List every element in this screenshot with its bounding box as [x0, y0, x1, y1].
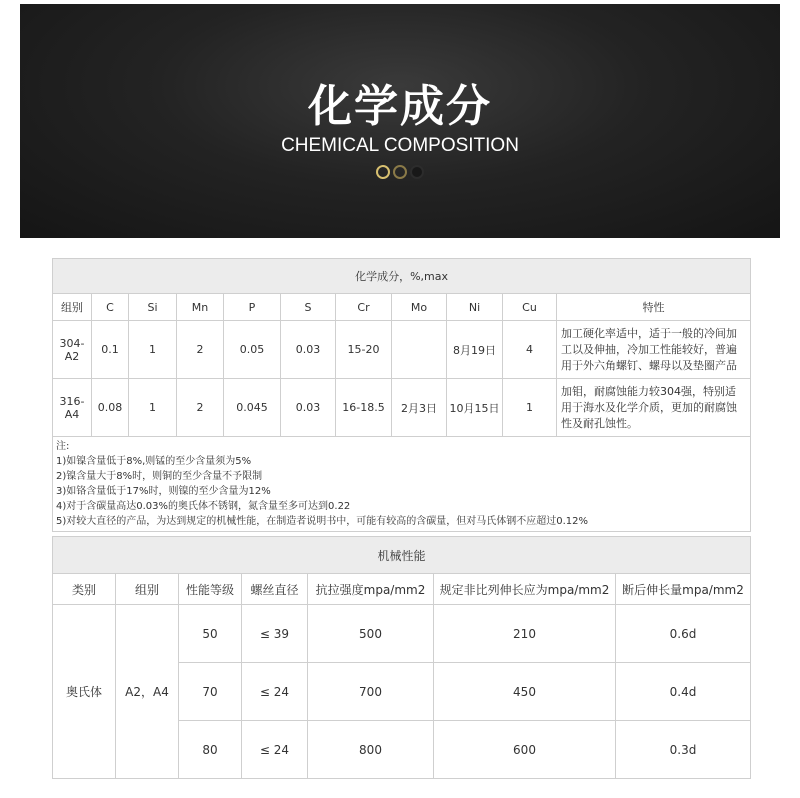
- column-header: 性能等级: [179, 574, 242, 605]
- table-header-row: [53, 574, 751, 605]
- table-cell: 2: [177, 321, 224, 379]
- column-header: Cu: [503, 294, 557, 321]
- column-header: 断后伸长量mpa/mm2: [616, 574, 751, 605]
- table-cell: 70: [179, 663, 242, 721]
- column-header: Ni: [447, 294, 503, 321]
- column-header: 规定非比列伸长应为mpa/mm2: [434, 574, 616, 605]
- table-row: [53, 605, 751, 663]
- table-cell: [392, 321, 447, 379]
- column-header: Mn: [177, 294, 224, 321]
- table-cell: 0.4d: [616, 663, 751, 721]
- table-row: [53, 321, 751, 379]
- table-cell: 1: [503, 379, 557, 437]
- table-cell: 0.03: [281, 379, 336, 437]
- table-cell: ≤ 39: [242, 605, 308, 663]
- banner-title: 化学成分: [308, 81, 492, 132]
- note-line: 1)如镍含量低于8%,则锰的至少含量须为5%: [56, 456, 252, 467]
- table-cell: 80: [179, 721, 242, 779]
- group-cell: A2，A4: [116, 605, 179, 779]
- table-cell: 10月15日: [447, 379, 503, 437]
- column-header: S: [281, 294, 336, 321]
- notes-block: [53, 437, 751, 532]
- table-cell: 2月3日: [392, 379, 447, 437]
- table-cell: 0.045: [224, 379, 281, 437]
- table-cell: 700: [308, 663, 434, 721]
- mechanical-properties-table: [52, 536, 751, 779]
- table-cell: 2: [177, 379, 224, 437]
- column-header: 组别: [116, 574, 179, 605]
- decorative-dots: [376, 165, 426, 181]
- chemical-composition-table: [52, 258, 751, 532]
- column-header: P: [224, 294, 281, 321]
- table-cell: 0.6d: [616, 605, 751, 663]
- note-line: 3)如铬含量低于17%时，则镍的至少含量为12%: [56, 486, 271, 497]
- table-cell: ≤ 24: [242, 721, 308, 779]
- column-header: 类别: [53, 574, 116, 605]
- table-caption: 机械性能: [53, 537, 751, 574]
- table-cell: 0.03: [281, 321, 336, 379]
- table-cell: 0.05: [224, 321, 281, 379]
- table-cell: 304-A2: [53, 321, 92, 379]
- header-banner: [20, 4, 780, 238]
- table-cell: 1: [129, 321, 177, 379]
- table-cell: 450: [434, 663, 616, 721]
- circle-icon: [410, 165, 424, 179]
- banner-subtitle: CHEMICAL COMPOSITION: [281, 135, 519, 156]
- table-cell: 0.1: [92, 321, 129, 379]
- circle-icon: [393, 165, 407, 179]
- column-header: 特性: [557, 294, 751, 321]
- table-cell: 16-18.5: [336, 379, 392, 437]
- table-cell: 600: [434, 721, 616, 779]
- table-cell: 210: [434, 605, 616, 663]
- circle-icon: [376, 165, 390, 179]
- table-cell: 500: [308, 605, 434, 663]
- table-cell: 4: [503, 321, 557, 379]
- note-line: 5)对较大直径的产品，为达到规定的机械性能，在制造者说明书中，可能有较高的含碳量，但对马氏体钢不应超过0.12%: [56, 516, 589, 527]
- property-description: 加工硬化率适中，适于一般的冷间加工以及伸抽，冷加工性能较好，普遍用于外六角螺钉、螺母以及垫圈产品: [557, 321, 751, 379]
- note-line: 2)镍含量大于8%时，则铜的至少含量不予限制: [56, 471, 263, 482]
- column-header: Si: [129, 294, 177, 321]
- table-cell: 316-A4: [53, 379, 92, 437]
- table-row: [53, 379, 751, 437]
- column-header: Mo: [392, 294, 447, 321]
- table-cell: 8月19日: [447, 321, 503, 379]
- note-line: 注:: [56, 441, 70, 452]
- table-cell: 1: [129, 379, 177, 437]
- table-cell: 0.3d: [616, 721, 751, 779]
- column-header: Cr: [336, 294, 392, 321]
- table-cell: 50: [179, 605, 242, 663]
- table-cell: 15-20: [336, 321, 392, 379]
- table-cell: ≤ 24: [242, 663, 308, 721]
- column-header: 抗拉强度mpa/mm2: [308, 574, 434, 605]
- table-caption: 化学成分，%,max: [53, 259, 751, 294]
- category-cell: 奥氏体: [53, 605, 116, 779]
- column-header: 螺丝直径: [242, 574, 308, 605]
- table-cell: 0.08: [92, 379, 129, 437]
- table-header-row: [53, 294, 751, 321]
- note-line: 4)对于含碳量高达0.03%的奥氏体不锈钢，氮含量至多可达到0.22: [56, 501, 351, 512]
- table-cell: 800: [308, 721, 434, 779]
- property-description: 加钼，耐腐蚀能力较304强，特别适用于海水及化学介质，更加的耐腐蚀性及耐孔蚀性。: [557, 379, 751, 437]
- column-header: C: [92, 294, 129, 321]
- column-header: 组别: [53, 294, 92, 321]
